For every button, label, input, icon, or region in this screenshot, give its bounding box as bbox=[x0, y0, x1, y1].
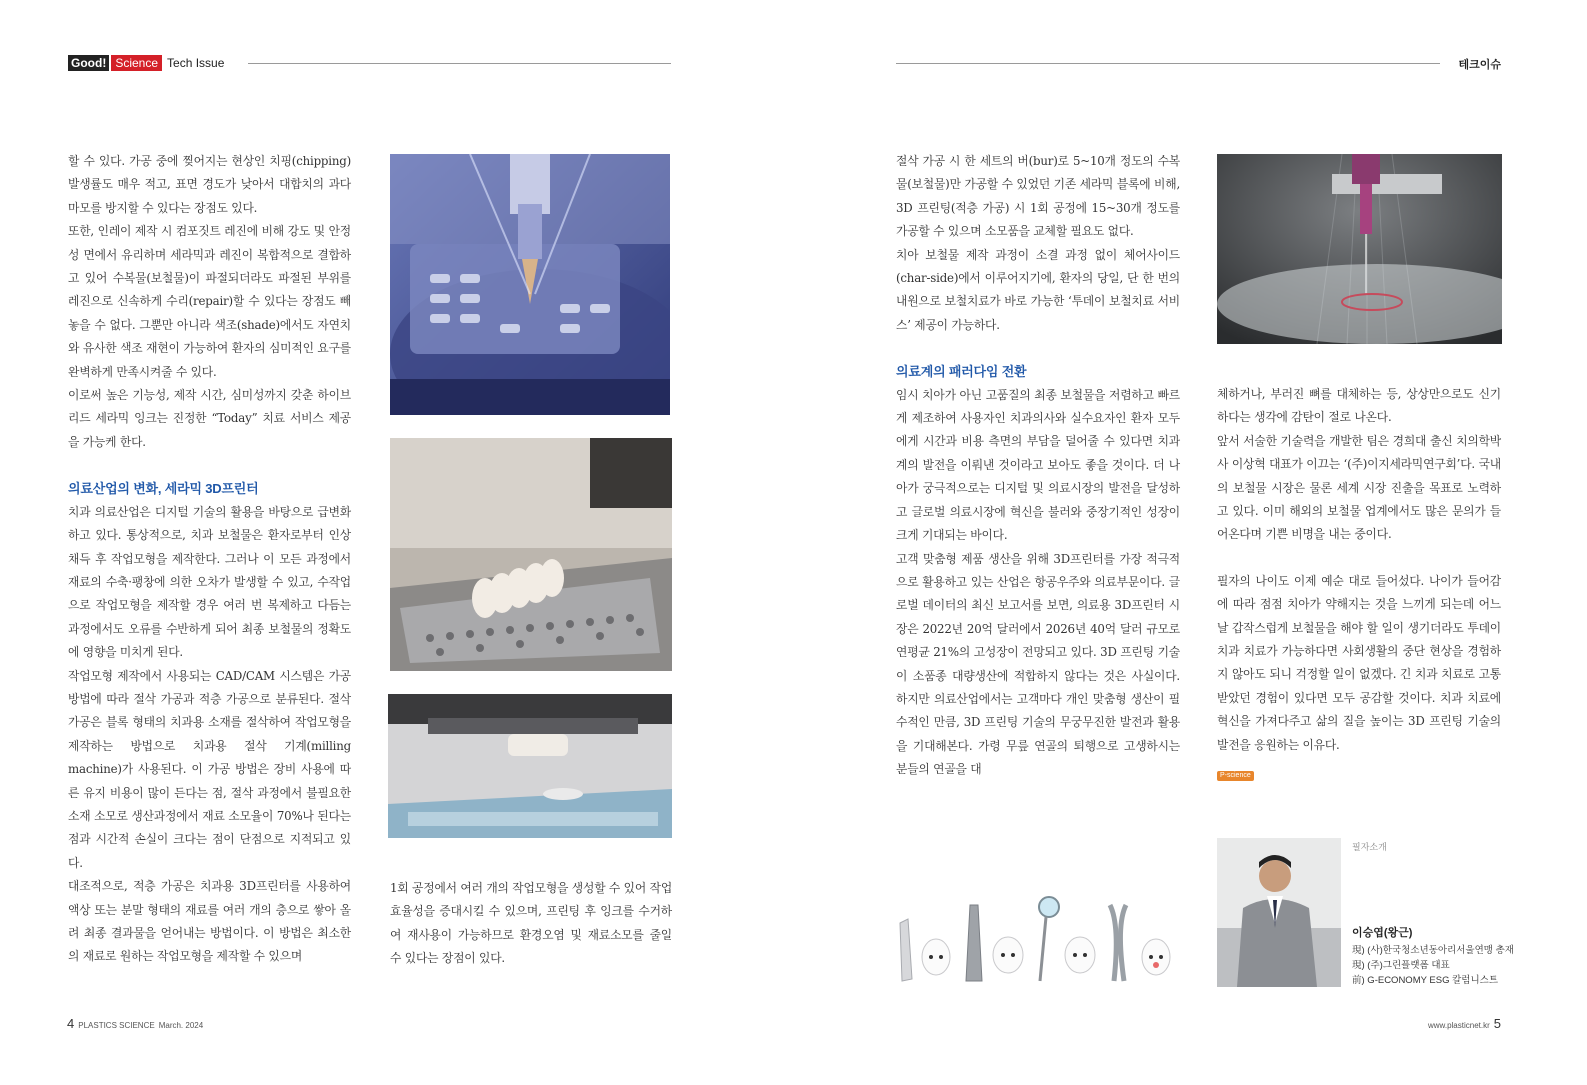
magazine-name: PLASTICS SCIENCE bbox=[78, 1021, 155, 1030]
pscience-badge-wrap bbox=[1217, 765, 1254, 784]
col2-paragraph: 1회 공정에서 여러 개의 작업모형을 생성할 수 있어 작업 효율성을 증대시킬 수 있으며, 프린팅 후 잉크를 수거하여 재사용이 가능하므로 환경오염 및 재료소모를 줄일 수 있다는 장점이 있다. bbox=[390, 881, 673, 966]
right-page-title: 테크이슈 bbox=[1458, 59, 1501, 71]
printed-teeth-photo bbox=[390, 438, 672, 671]
section-heading: 의료산업의 변화, 세라믹 3D프린터 bbox=[68, 481, 259, 497]
body-paragraph: 또한, 인레이 제작 시 컴포짓트 레진에 비해 강도 및 안정성 면에서 유리하며 세라믹과 레진이 복합적으로 결합하고 있어 수복물(보철물)이 파절되더라도 파절된 부위를 레진으로 신속하게 수리(repair)할 수 있다는 장점도 빼놓을 수 없다. 그뿐만 아니라 색조(shade)에서도 자연치와 유사한 색조 재현이 가능하여 환자의 심미적인 요구를 완벽하게 만족시켜줄 수 있다. bbox=[68, 224, 351, 379]
body-paragraph: 치아 보철물 제작 과정이 소결 과정 없이 체어사이드(char-side)에서 이루어지기에, 환자의 당일, 단 한 번의 내원으로 보철치료가 바로 가능한 ‘투데이 보철치료 서비스’ 제공이 가능하다. bbox=[896, 247, 1180, 332]
header-rule-left bbox=[248, 63, 671, 64]
author-section-label: 필자소개 bbox=[1352, 842, 1387, 852]
page-number-left: 4 bbox=[67, 1016, 75, 1031]
author-roles bbox=[1352, 943, 1514, 988]
body-paragraph: 작업모형 제작에서 사용되는 CAD/CAM 시스템은 가공 방법에 따라 절삭 가공과 적층 가공으로 분류된다. 절삭 가공은 블록 형태의 치과용 소재를 절삭하여 작업모형을 제작하는 방법으로 치과용 절삭 기계(milling machine)가 사용된다. 이 가공 방법은 장비 사용에 따른 유지 비용이 많이 든다는 점, 절삭 과정에서 불필요한 소재 소모로 생산과정에서 재료 소모율이 70%나 된다는 점과 시간적 손실이 크다는 점이 단점으로 지적되고 있다. bbox=[68, 668, 351, 870]
section-heading: 의료계의 패러다임 전환 bbox=[896, 364, 1027, 380]
author-name: 이승엽(왕근) bbox=[1352, 927, 1413, 939]
article-column-3 bbox=[896, 150, 1180, 782]
body-paragraph: 필자의 나이도 이제 예순 대로 들어섰다. 나이가 들어감에 따라 점점 치아가 약해지는 것을 느끼게 되는데 어느 날 갑작스럽게 보철물을 해야 할 일이 생기더라도 투데이 치과 치료가 가능하다면 사회생활의 중단 현상을 경험하지 않아도 되니 걱정할 일이 없겠다. 긴 치과 치료로 고통받았던 경험이 있다면 모두 공감할 것이다. 치과 치료에 혁신을 가져다주고 삶의 질을 높이는 3D 프린팅 기술의 발전을 응원하는 이유다. bbox=[1217, 573, 1501, 752]
body-paragraph: 할 수 있다. 가공 중에 찢어지는 현상인 치핑(chipping) 발생률도 매우 적고, 표면 경도가 낮아서 대합치의 과다 마모를 방지할 수 있다는 장점도 있다. bbox=[68, 154, 351, 215]
tag-good: Good! bbox=[68, 55, 109, 71]
header-rule-right bbox=[896, 63, 1440, 64]
body-paragraph: 절삭 가공 시 한 세트의 버(bur)로 5~10개 정도의 수복물(보철물)만 가공할 수 있었던 기존 세라믹 블록에 비해, 3D 프린팅(적층 가공) 시 1회 공정에 15~30개 정도를 가공할 수 있으며 소모품을 교체할 필요도 없다. bbox=[896, 154, 1180, 239]
paragraph-gap bbox=[68, 454, 351, 477]
paragraph-gap bbox=[896, 337, 1180, 360]
article-column-1 bbox=[68, 150, 351, 969]
ceramic-printing-photo bbox=[1217, 154, 1502, 344]
paragraph-gap bbox=[1217, 547, 1501, 570]
body-paragraph: 대조적으로, 적층 가공은 치과용 3D프린터를 사용하여 액상 또는 분말 형태의 재료를 여러 개의 층으로 쌓아 올려 최종 결과물을 얻어내는 방법이다. 이 방법은 최소한의 재료로 원하는 작업모형을 제작할 수 있으며 bbox=[68, 879, 351, 964]
body-paragraph: 체하거나, 부러진 뼈를 대체하는 등, 상상만으로도 신기하다는 생각에 감탄이 절로 나온다. bbox=[1217, 387, 1501, 425]
tag-science: Science bbox=[111, 55, 162, 71]
author-photo bbox=[1217, 838, 1341, 987]
body-paragraph: 고객 맞춤형 제품 생산을 위해 3D프린터를 가장 적극적으로 활용하고 있는 산업은 항공우주와 의료부문이다. 글로벌 데이터의 최신 보고서를 보면, 의료용 3D프린터 시장은 2022년 20억 달러에서 2026년 40억 달러 규모로 연평균 21%의 고성장이 전망되고 있다. 3D 프린팅 기술이 소품종 대량생산에 적합하지 않다는 것은 사실이다. 하지만 의료산업에서는 고객마다 개인 맞춤형 생산이 필수적인 만큼, 3D 프린팅 기술의 무궁무진한 발전과 활용을 기대해본다. 가령 무릎 연골의 퇴행으로 고생하시는 분들의 연골을 대 bbox=[896, 551, 1180, 777]
page-number-right: 5 bbox=[1493, 1016, 1501, 1031]
body-paragraph: 이로써 높은 기능성, 제작 시간, 심미성까지 갖춘 하이브리드 세라믹 잉크는 진정한 “Today” 치료 서비스 제공을 가능케 한다. bbox=[68, 388, 351, 449]
section-header bbox=[68, 55, 224, 71]
dental-tools-illustration bbox=[888, 895, 1180, 987]
tag-tech-issue: Tech Issue bbox=[167, 56, 225, 70]
issue-date: March. 2024 bbox=[158, 1021, 204, 1030]
author-role: 現) (사)한국청소년동아리서울연맹 총재 bbox=[1352, 945, 1514, 956]
author-role: 前) G-ECONOMY ESG 칼럼니스트 bbox=[1352, 975, 1498, 986]
footer-right bbox=[1428, 1016, 1501, 1031]
body-paragraph: 임시 치아가 아닌 고품질의 최종 보철물을 저렴하고 빠르게 제조하여 사용자인 치과의사와 실수요자인 환자 모두에게 시간과 비용 측면의 부담을 덜어줄 수 있다면 치과계의 발전을 이뤄낸 것이라고 보아도 좋을 것이다. 더 나아가 궁극적으로는 디지털 및 의료시장의 발전을 달성하고 글로벌 의료시장에 혁신을 불러와 중장기적인 성장이 크게 기대되는 바이다. bbox=[896, 387, 1180, 543]
author-role: 現) (주)그린플랫폼 대표 bbox=[1352, 960, 1450, 971]
pscience-badge: P-science bbox=[1217, 771, 1254, 781]
3d-printer-photo bbox=[388, 694, 672, 838]
body-paragraph: 앞서 서술한 기술력을 개발한 팀은 경희대 출신 치의학박사 이상혁 대표가 이끄는 ‘(주)이지세라믹연구회’다. 국내의 보철물 시장은 물론 세계 시장 진출을 목표로 노력하고 있다. 이미 해외의 보철물 업계에서도 많은 문의가 들어온다며 기쁜 비명을 내는 중이다. bbox=[1217, 433, 1501, 542]
milling-machine-photo bbox=[390, 154, 670, 415]
body-paragraph: 치과 의료산업은 디지털 기술의 활용을 바탕으로 급변화하고 있다. 통상적으로, 치과 보철물은 환자로부터 인상채득 후 작업모형을 제작한다. 그러나 이 모든 과정에서 재료의 수축·팽창에 의한 오차가 발생할 수 있고, 수작업으로 작업모형을 제작할 경우 여러 번 복제하고 다듬는 과정에서도 오류를 수반하게 되어 최종 보철물의 정확도에 영향을 미치게 된다. bbox=[68, 504, 351, 660]
article-column-2 bbox=[390, 877, 672, 971]
article-column-4 bbox=[1217, 383, 1501, 757]
footer-left bbox=[67, 1016, 203, 1031]
website-url: www.plasticnet.kr bbox=[1427, 1021, 1490, 1030]
